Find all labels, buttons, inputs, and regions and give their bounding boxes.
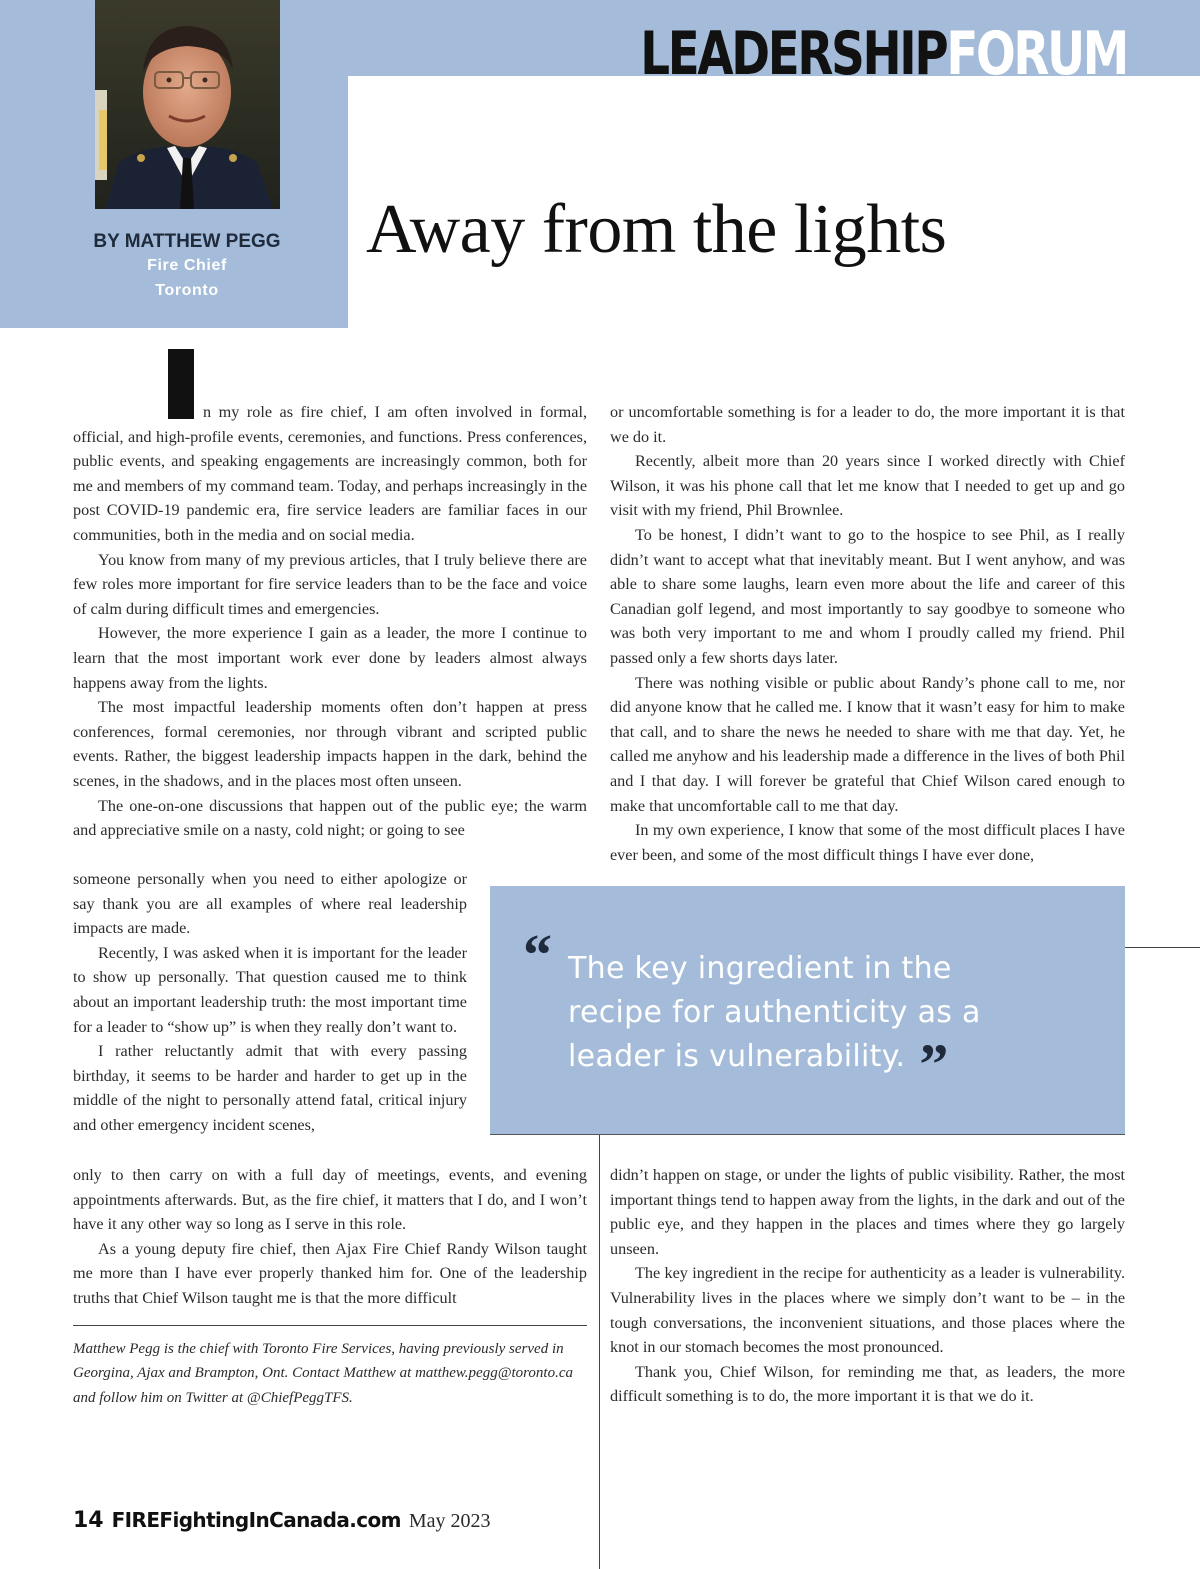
article-paragraph: only to then carry on with a full day of meetings, events, and evening appointments afterwards. But, as the fire chief, it matters that I do, and I won’t have it any other way so long as I serve in this role. (73, 1166, 587, 1234)
article-column-1a (73, 400, 587, 843)
page-footer (73, 1506, 491, 1537)
article-paragraph: Recently, I was asked when it is important for the leader to show up personally. That question caused me to think about an important leadership truth: the most important time for a leader to “show up” is when they really don’t want to. (73, 943, 467, 1036)
author-panel (0, 0, 348, 328)
author-name: BY MATTHEW PEGG (93, 231, 281, 252)
open-quote-icon: “ (523, 922, 552, 987)
section-title-forum: FORUM (946, 19, 1127, 89)
divider (1125, 947, 1200, 948)
article-paragraph: As a young deputy fire chief, then Ajax Fire Chief Randy Wilson taught me more than I have ever properly thanked him for. One of the leadership truths that Chief Wilson taught me is that the more difficult (73, 1239, 587, 1307)
page-number: 14 (73, 1508, 104, 1533)
bio-divider (73, 1325, 587, 1326)
article-column-2b (610, 1163, 1125, 1409)
article-column-1b (73, 867, 467, 1138)
close-quote-icon: ” (919, 1032, 949, 1097)
article-paragraph: You know from many of my previous articles, that I truly believe there are few roles more important for fire service leaders than to be the face and voice of calm during difficult times and emergencies. (73, 550, 587, 618)
article-paragraph: I rather reluctantly admit that with every passing birthday, it seems to be harder and harder to get up in the middle of the night to personally attend fatal, critical injury and other emergency incident scenes, (73, 1042, 467, 1134)
column-divider (599, 1135, 600, 1569)
article-paragraph: didn’t happen on stage, or under the lights of public visibility. Rather, the most important things tend to happen away from the lights, in the dark and out of the public eye, and they happen in the places and times where they go largely unseen. (610, 1166, 1125, 1258)
section-title (640, 18, 1127, 90)
article-paragraph: someone personally when you need to either apologize or say thank you are all examples of where real leadership impacts are made. (73, 870, 467, 938)
section-title-leadership: LEADERSHIP (640, 19, 947, 89)
author-bio: Matthew Pegg is the chief with Toronto Fire Services, having previously served in Georgina, Ajax and Brampton, Ont. Contact Matthew at matthew.pegg@toronto.ca and follow him on Twitter at @ChiefPeggTFS. (73, 1341, 574, 1406)
article-paragraph: The one-on-one discussions that happen out of the public eye; the warm and appreciative smile on a nasty, cold night; or going to see (73, 796, 587, 840)
author-city: Toronto (155, 282, 219, 299)
pull-quote (490, 886, 1125, 1135)
article-paragraph: n my role as fire chief, I am often involved in formal, official, and high-profile events, ceremonies, and functions. Press conferences, public events, and speaking engagements are increasingly common, both for me and members of my command team. Today, and perhaps increasingly in the post COVID-19 pandemic era, fire service leaders are familiar faces in our communities, both in the media and on social media. (73, 403, 587, 544)
article-paragraph: The most impactful leadership moments often don’t happen at press conferences, formal ceremonies, nor through vibrant and scripted public events. Rather, the biggest leadership impacts happen in the dark, behind the scenes, in the shadows, and in the places most often unseen. (73, 698, 587, 790)
article-paragraph: In my own experience, I know that some of the most difficult places I have ever been, and some of the most difficult things I have ever done, (610, 821, 1125, 864)
article-column-2a (610, 400, 1125, 867)
article-title: Away from the lights (366, 191, 947, 268)
issue-date: May 2023 (408, 1510, 491, 1532)
author-portrait-icon (95, 0, 280, 209)
article-paragraph: or uncomfortable something is for a leader to do, the more important it is that we do it. (610, 403, 1125, 446)
article-paragraph: However, the more experience I gain as a leader, the more I continue to learn that the most important work ever done by leaders almost always happens away from the lights. (73, 624, 587, 692)
article-paragraph: Recently, albeit more than 20 years since I worked directly with Chief Wilson, it was his phone call that let me know that I needed to get up and go visit with my friend, Phil Brownlee. (610, 452, 1125, 520)
site-name: FIREFightingInCanada.com (111, 1508, 401, 1532)
article-paragraph: The key ingredient in the recipe for authenticity as a leader is vulnerability. Vulnerability lives in the places where we simply don’t want to be – in the tough conversations, the inconvenient situations, and those places where the knot in our stomach becomes the most pronounced. (610, 1264, 1125, 1357)
author-role: Fire Chief (147, 257, 227, 274)
pull-quote-body: The key ingredient in the recipe for authenticity as a leader is vulnerability. (568, 951, 981, 1074)
article-column-1c (73, 1163, 587, 1311)
article-paragraph: To be honest, I didn’t want to go to the hospice to see Phil, as I really didn’t want to accept what that inevitably meant. But I went anyhow, and was able to share some laughs, learn even more about the life and career of this Canadian golf legend, and most importantly to say goodbye to someone who was both very important to me and whom I proudly called my friend. Phil passed only a few shorts days later. (610, 525, 1125, 667)
author-photo (95, 0, 280, 209)
pull-quote-text (568, 947, 1038, 1097)
article-paragraph: Thank you, Chief Wilson, for reminding me that, as leaders, the more difficult something is to do, the more important it is that we do it. (610, 1362, 1125, 1406)
article-paragraph: There was nothing visible or public about Randy’s phone call to me, nor did anyone know that he called me. I know that it wasn’t easy for him to make that call, and to share the news he needed to share with me that day. Yet, he called me anyhow and his leadership made a difference in the lives of both Phil and I that day. I will forever be grateful that Chief Wilson cared enough to make that uncomfortable call to me that day. (610, 673, 1125, 815)
